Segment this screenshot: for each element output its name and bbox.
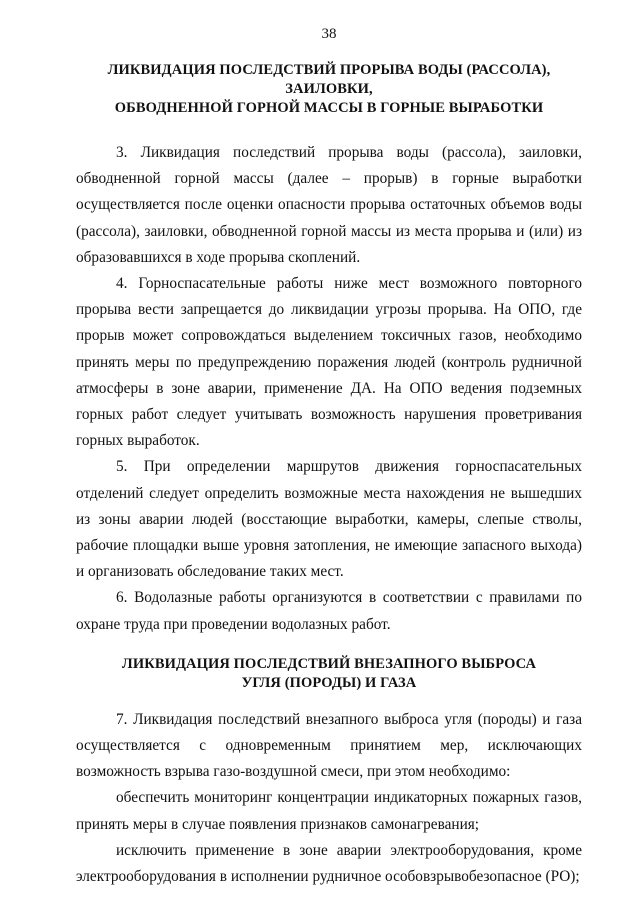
page-number: 38	[321, 26, 337, 42]
heading-line: ОБВОДНЕННОЙ ГОРНОЙ МАССЫ В ГОРНЫЕ ВЫРАБОТКИ	[114, 100, 544, 116]
paragraph-5: 5. При определении маршрутов движения горноспасательных отделений следует определить возможные места нахождения не вышедших из зоны аварии людей (восстающие выработки, камеры, слепые стволы, рабочие площадки выше уровня затопления, не имеющие запасного выхода) и организовать обследование таких мест.	[76, 458, 582, 581]
section-heading-water-breakthrough	[76, 61, 582, 118]
heading-line: ЛИКВИДАЦИЯ ПОСЛЕДСТВИЙ ВНЕЗАПНОГО ВЫБРОСА	[121, 655, 537, 672]
paragraph-7-item-monitoring: обеспечить мониторинг концентрации индикаторных пожарных газов, принять меры в случае появления признаков самонагревания;	[76, 789, 582, 833]
section-body-water-breakthrough	[76, 140, 582, 638]
paragraph-4: 4. Горноспасательные работы ниже мест возможного повторного прорыва вести запрещается до ликвидации угрозы прорыва. На ОПО, где прорыв может сопровождаться выделением токсичных газов, необходимо принять меры по предупреждению поражения людей (контроль рудничной атмосферы в зоне аварии, применение ДА. На ОПО ведения подземных горных работ следует учитывать возможность нарушения проветривания горных выработок.	[76, 275, 582, 450]
heading-line: УГЛЯ (ПОРОДЫ) И ГАЗА	[241, 674, 417, 691]
heading-line: ЛИКВИДАЦИЯ ПОСЛЕДСТВИЙ ПРОРЫВА ВОДЫ (РАССОЛА), ЗАИЛОВКИ,	[107, 62, 551, 97]
paragraph-3: 3. Ликвидация последствий прорыва воды (рассола), заиловки, обводненной горной массы (далее – прорыв) в горные выработки осуществляется после оценки опасности прорыва остаточных объемов воды (рассола), заиловки, обводненной горной массы из места прорыва и (или) из образовавшихся в ходе прорыва скоплений.	[76, 144, 582, 266]
paragraph-7-item-electrical: исключить применение в зоне аварии электрооборудования, кроме электрооборудования в исполнении рудничное особовзрывобезопасное (РО);	[76, 841, 582, 886]
paragraph-7: 7. Ликвидация последствий внезапного выброса угля (породы) и газа осуществляется с одновременным принятием мер, исключающих возможность взрыва газо-воздушной смеси, при этом необходимо:	[76, 710, 582, 781]
section-body-sudden-outburst	[76, 707, 582, 890]
paragraph-6: 6. Водолазные работы организуются в соответствии с правилами по охране труда при проведении водолазных работ.	[76, 589, 582, 633]
section-heading-sudden-outburst	[76, 655, 582, 693]
